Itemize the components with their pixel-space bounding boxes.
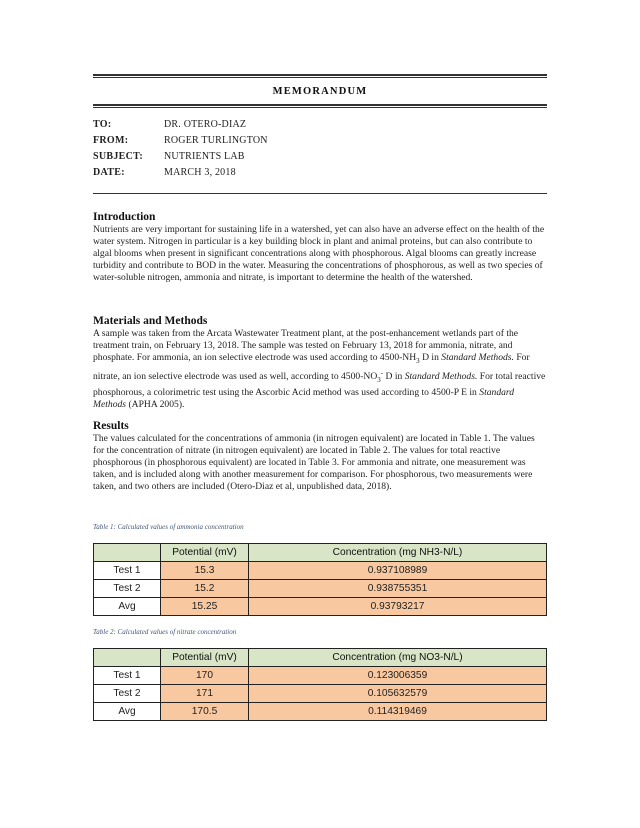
table2-caption: Table 2: Calculated values of nitrate concentration bbox=[93, 628, 237, 636]
methods-text-1: A sample was taken from the Arcata Wastewater Treatment plant, at the post-enhancement wetlands part of the treatment train, on February 13, 2018. The sample was tested on February 13, 2018 for ammonia, nitrate, and phosphate. For ammonia, an ion selective electrode was used according to 4500-NH bbox=[93, 328, 519, 363]
table-row bbox=[94, 703, 547, 721]
row-label: Test 2 bbox=[94, 685, 161, 703]
concentration-cell: 0.105632579 bbox=[249, 685, 547, 703]
date-label: DATE: bbox=[93, 167, 125, 178]
potential-cell: 171 bbox=[161, 685, 249, 703]
introduction-body: Nutrients are very important for sustaining life in a watershed, yet can also have an adverse effect on the health of the water system. Nitrogen in particular is a key building block in plant and animal proteins, but can also contribute to algal blooms when present in significant concentrations along with phosphorous. Algal blooms can greatly increase turbidity and contribute to BOD in the water. Measuring the concentrations of phosphorous, as well as two species of water-soluble nitrogen, ammonia and nitrate, is important to determine the health of the watershed. bbox=[93, 224, 545, 283]
table-header-row bbox=[94, 649, 547, 667]
methods-text-2: D in bbox=[419, 351, 442, 363]
title-rule-thin bbox=[93, 107, 547, 108]
ammonia-table bbox=[93, 543, 547, 616]
table-corner-cell bbox=[94, 649, 161, 667]
table-row bbox=[94, 562, 547, 580]
results-body: The values calculated for the concentrations of ammonia (in nitrogen equivalent) are located in Table 1. The values for the concentration of nitrate (in nitrogen equivalent) are located in Table 2. The values for total reactive phosphorous (in phosphorous equivalent) are located in Table 3. For ammonia and nitrate, one measurement was taken, and is included along with another measurement for comparison. For phosphorous, two measurements were taken, and two others are included (Otero-Diaz et al, unpublished data, 2018). bbox=[93, 433, 535, 492]
table-row bbox=[94, 685, 547, 703]
concentration-cell: 0.93793217 bbox=[249, 598, 547, 616]
title-rule bbox=[93, 104, 547, 106]
potential-cell: 15.2 bbox=[161, 580, 249, 598]
concentration-cell: 0.123006359 bbox=[249, 667, 547, 685]
methods-heading: Materials and Methods bbox=[93, 315, 208, 327]
concentration-cell: 0.938755351 bbox=[249, 580, 547, 598]
memo-title: MEMORANDUM bbox=[272, 86, 368, 97]
methods-section bbox=[93, 314, 548, 410]
header-rule bbox=[93, 193, 547, 194]
date-value: MARCH 3, 2018 bbox=[164, 167, 236, 178]
row-label: Test 2 bbox=[94, 580, 161, 598]
results-section bbox=[93, 419, 548, 493]
table-corner-cell bbox=[94, 544, 161, 562]
to-value: DR. OTERO-DIAZ bbox=[164, 119, 247, 130]
introduction-section bbox=[93, 210, 548, 284]
methods-italic-2: Standard Methods. bbox=[404, 370, 478, 382]
to-label: TO: bbox=[93, 119, 112, 130]
methods-sup-1: - bbox=[380, 368, 384, 377]
methods-italic-1: Standard Methods. bbox=[441, 351, 514, 363]
concentration-cell: 0.114319469 bbox=[249, 703, 547, 721]
table-header-potential: Potential (mV) bbox=[161, 544, 249, 562]
table-header-row bbox=[94, 544, 547, 562]
row-label: Avg bbox=[94, 598, 161, 616]
methods-italic-3: Standard Methods bbox=[93, 386, 515, 410]
table-header-concentration: Concentration (mg NH3-N/L) bbox=[249, 544, 547, 562]
potential-cell: 15.3 bbox=[161, 562, 249, 580]
row-label: Test 1 bbox=[94, 562, 161, 580]
concentration-cell: 0.937108989 bbox=[249, 562, 547, 580]
methods-sub-1: 3 bbox=[416, 356, 420, 365]
table-header-concentration: Concentration (mg NO3-N/L) bbox=[249, 649, 547, 667]
table-row bbox=[94, 580, 547, 598]
methods-sub-2: 3 bbox=[377, 375, 381, 384]
potential-cell: 15.25 bbox=[161, 598, 249, 616]
subject-label: SUBJECT: bbox=[93, 151, 144, 162]
table-row bbox=[94, 667, 547, 685]
potential-cell: 170.5 bbox=[161, 703, 249, 721]
methods-text-5: For total reactive phosphorous, a colorimetric test using the Ascorbic Acid method was used according to 4500-P E in bbox=[93, 370, 546, 398]
table-row bbox=[94, 598, 547, 616]
methods-text-6: (APHA 2005). bbox=[126, 398, 185, 410]
table-header-potential: Potential (mV) bbox=[161, 649, 249, 667]
from-label: FROM: bbox=[93, 135, 129, 146]
subject-value: NUTRIENTS LAB bbox=[164, 151, 245, 162]
from-value: ROGER TURLINGTON bbox=[164, 135, 268, 146]
row-label: Test 1 bbox=[94, 667, 161, 685]
table1-caption: Table 1: Calculated values of ammonia concentration bbox=[93, 523, 244, 531]
top-rule-thin bbox=[93, 77, 547, 78]
methods-body bbox=[93, 328, 548, 410]
methods-text-4: D in bbox=[383, 370, 405, 382]
potential-cell: 170 bbox=[161, 667, 249, 685]
top-rule bbox=[93, 74, 547, 76]
methods-text-3: For nitrate, an ion selective electrode was used as well, according to 4500-NO bbox=[93, 351, 530, 382]
row-label: Avg bbox=[94, 703, 161, 721]
results-heading: Results bbox=[93, 420, 129, 432]
nitrate-table bbox=[93, 648, 547, 721]
memo-header bbox=[93, 117, 547, 183]
introduction-heading: Introduction bbox=[93, 211, 156, 223]
